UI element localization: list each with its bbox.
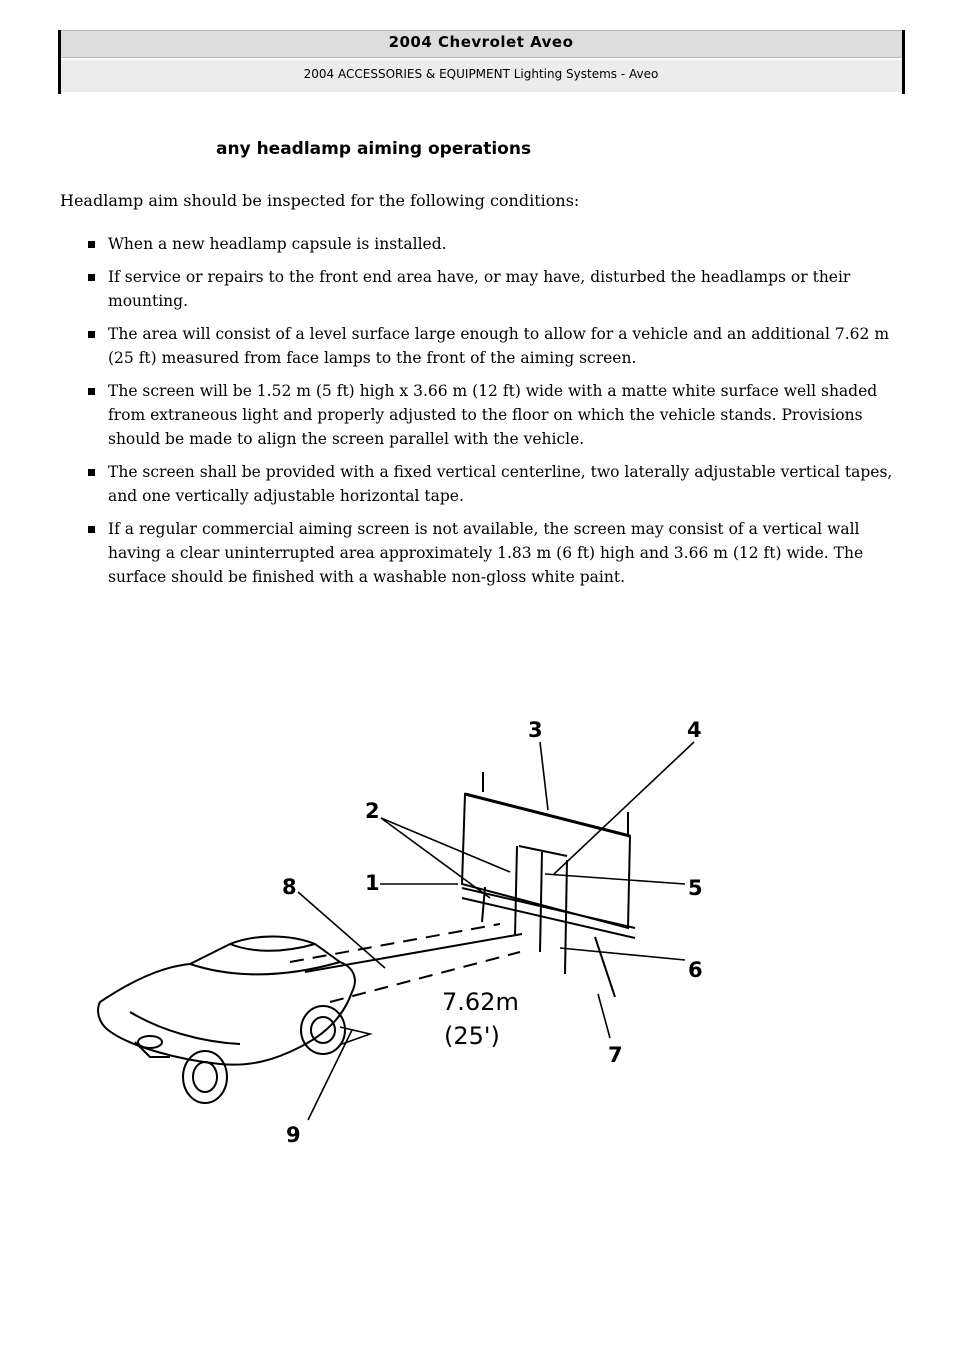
intro-paragraph: Headlamp aim should be inspected for the following conditions: (60, 191, 580, 210)
bullet-icon (88, 331, 95, 338)
callout-9: 9 (286, 1123, 301, 1147)
callout-7: 7 (608, 1043, 623, 1067)
document-subtitle: 2004 ACCESSORIES & EQUIPMENT Lighting Systems - Aveo (303, 67, 659, 81)
list-item-text: If a regular commercial aiming screen is not available, the screen may consist of a vertical wall having a clear uninterrupted area approximately 1.83 m (6 ft) high and 3.66 m (12 ft) wide. The surface should be finished with a washable non-gloss white paint. (108, 520, 864, 586)
bullet-icon (88, 274, 95, 281)
callout-leaders (298, 742, 694, 1120)
list-item-text: The screen will be 1.52 m (5 ft) high x 3.66 m (12 ft) wide with a matte white surface well shaded from extraneous light and properly adjusted to the floor on which the vehicle stands. Provisions should be made to align the screen parallel with the vehicle. (108, 382, 878, 448)
aiming-screen (462, 772, 635, 997)
headlamp-aiming-diagram (90, 712, 730, 1152)
callout-2: 2 (365, 799, 380, 823)
lead-text: any headlamp aiming operations (216, 139, 532, 159)
bullet-icon (88, 388, 95, 395)
list-item (84, 232, 904, 256)
bullet-icon (88, 241, 95, 248)
distance-imperial: (25') (444, 1022, 500, 1050)
distance-metric: 7.62m (442, 988, 519, 1016)
list-item (84, 322, 904, 370)
list-item-text: The screen shall be provided with a fixed vertical centerline, two laterally adjustable vertical tapes, and one vertically adjustable horizontal tape. (108, 463, 893, 505)
callout-5: 5 (688, 876, 703, 900)
list-item (84, 460, 904, 508)
callout-1: 1 (365, 871, 380, 895)
list-item-text: The area will consist of a level surface large enough to allow for a vehicle and an additional 7.62 m (25 ft) measured from face lamps to the front of the aiming screen. (108, 325, 890, 367)
distance-label (442, 988, 519, 1050)
bullet-icon (88, 526, 95, 533)
list-item (84, 517, 904, 589)
callout-3: 3 (528, 718, 543, 742)
list-item (84, 379, 904, 451)
document-title: 2004 Chevrolet Aveo (388, 33, 574, 51)
list-item-text: If service or repairs to the front end area have, or may have, disturbed the headlamps or their mounting. (108, 268, 851, 310)
list-item (84, 265, 904, 313)
callout-4: 4 (687, 718, 702, 742)
car-illustration (98, 937, 355, 1104)
conditions-list (84, 232, 904, 598)
callout-8: 8 (282, 875, 297, 899)
list-item-text: When a new headlamp capsule is installed. (108, 235, 447, 253)
bullet-icon (88, 469, 95, 476)
callout-6: 6 (688, 958, 703, 982)
